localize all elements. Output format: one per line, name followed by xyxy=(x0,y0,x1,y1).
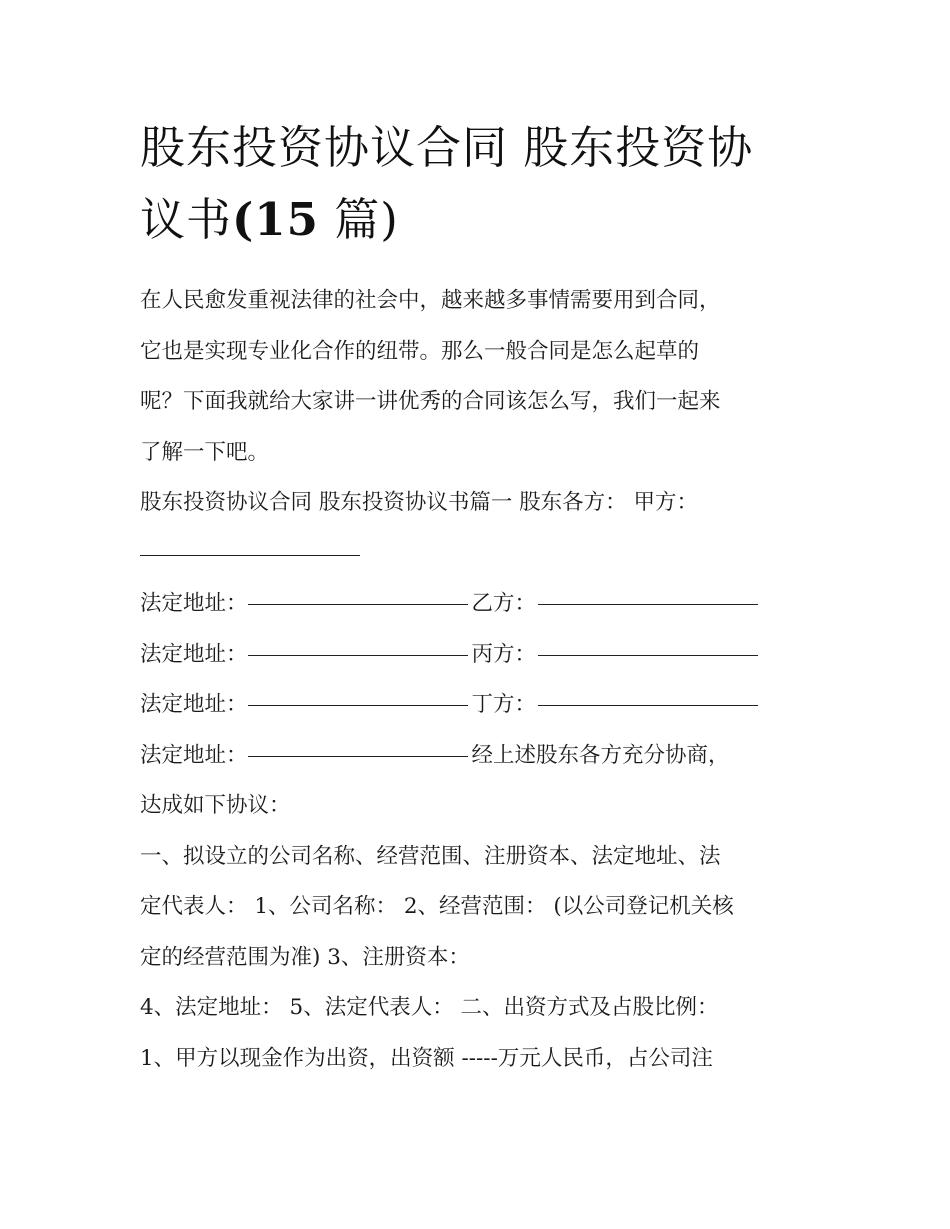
agreement-intro: 达成如下协议： xyxy=(140,793,291,818)
address-row-2 xyxy=(140,630,820,681)
intro-line-2: 它也是实现专业化合作的纽带。那么一般合同是怎么起草的 xyxy=(140,338,700,364)
address-label-1: 法定地址： xyxy=(140,591,248,616)
address-blank-2 xyxy=(248,654,468,656)
intro-line-3: 呢？下面我就给大家讲一讲优秀的合同该怎么写，我们一起来 xyxy=(140,389,721,414)
intro-line-4: 了解一下吧。 xyxy=(140,439,270,465)
title-line-2-a: 议书 xyxy=(140,193,233,246)
address-blank-3 xyxy=(248,704,468,706)
address-blank-1 xyxy=(248,603,468,605)
party-b-label: 乙方： xyxy=(471,591,537,616)
party-a-blank xyxy=(140,554,360,556)
party-c-label: 丙方： xyxy=(471,641,537,667)
clause-line-4: 4、法定地址： 5、法定代表人： 二、出资方式及占股比例： xyxy=(140,995,719,1020)
document-title xyxy=(140,112,820,256)
clause-line-5: 1、甲方以现金作为出资，出资额 -----万元人民币，占公司注 xyxy=(140,1045,713,1071)
party-c-blank xyxy=(538,654,758,656)
document-body xyxy=(140,276,820,1084)
section-heading: 股东投资协议合同 股东投资协议书篇一 股东各方： 甲方： xyxy=(140,490,699,515)
party-b-blank xyxy=(538,603,758,605)
address-row-4 xyxy=(140,731,820,782)
clause-line-3: 定的经营范围为准) 3、注册资本： xyxy=(140,944,470,970)
party-d-label: 丁方： xyxy=(471,692,537,717)
title-line-2-c: 篇) xyxy=(318,193,399,246)
address-label-4: 法定地址： xyxy=(140,742,248,768)
consensus-text: 经上述股东各方充分协商， xyxy=(471,742,730,768)
clause-line-1: 一、拟设立的公司名称、经营范围、注册资本、法定地址、法 xyxy=(140,843,721,869)
address-label-2: 法定地址： xyxy=(140,641,248,667)
party-d-blank xyxy=(538,704,758,706)
clause-line-2: 定代表人： 1、公司名称： 2、经营范围： (以公司登记机关核 xyxy=(140,894,734,919)
address-row-3 xyxy=(140,680,820,731)
title-line-1: 股东投资协议合同 股东投资协 xyxy=(140,121,754,174)
party-a-blank-row xyxy=(140,529,820,580)
address-row-1 xyxy=(140,579,820,630)
address-label-3: 法定地址： xyxy=(140,692,248,717)
address-blank-4 xyxy=(248,755,468,757)
intro-line-1: 在人民愈发重视法律的社会中，越来越多事情需要用到合同， xyxy=(140,288,721,313)
title-line-2-b: (15 xyxy=(232,193,319,246)
